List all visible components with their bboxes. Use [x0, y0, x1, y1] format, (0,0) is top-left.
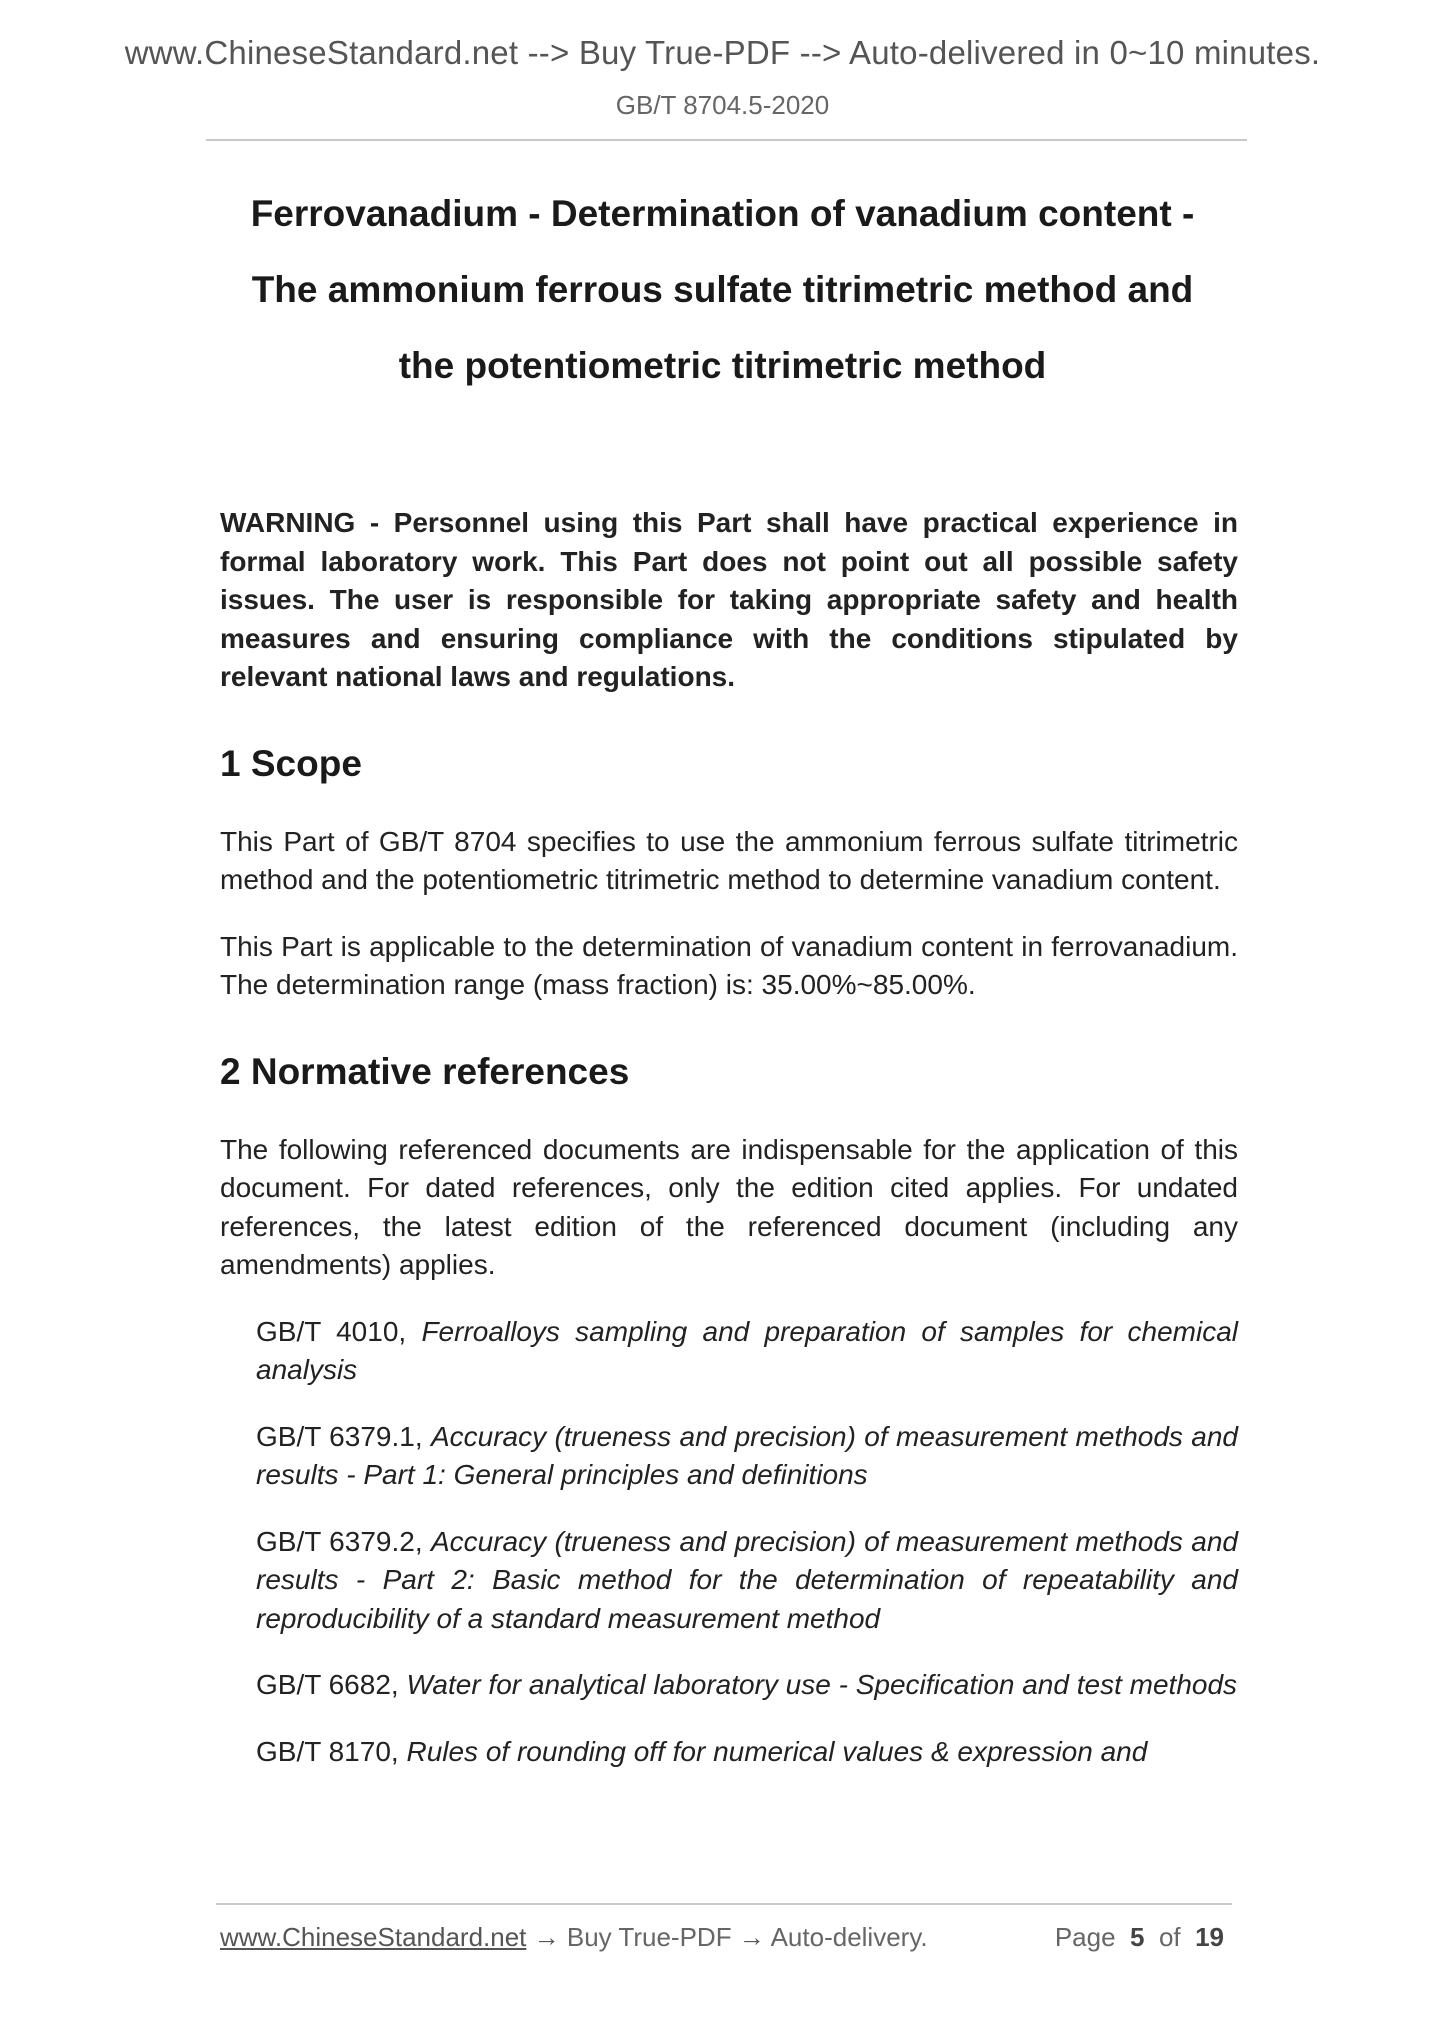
reference-title: Accuracy (trueness and precision) of measurement methods and results - Part 2: Basic method for the determination of repeatability and reproducibility of a standard measurement method [256, 1525, 1238, 1634]
reference-item [256, 1666, 1238, 1705]
footer-divider [216, 1903, 1232, 1905]
reference-code: GB/T 6379.2, [256, 1525, 431, 1557]
document-title [180, 176, 1265, 404]
footer-promo [220, 1922, 928, 1953]
standard-code: GB/T 8704.5-2020 [615, 90, 830, 120]
page-of: of [1158, 1922, 1181, 1952]
reference-code: GB/T 4010, [256, 1315, 422, 1347]
section-heading-scope: 1 Scope [220, 742, 362, 784]
document-body [220, 504, 1238, 1799]
scope-paragraph-1: This Part of GB/T 8704 specifies to use the ammonium ferrous sulfate titrimetric method and the potentiometric titrimetric method to determine vanadium content. [220, 825, 1238, 895]
reference-title: Accuracy (trueness and precision) of measurement methods and results - Part 1: General principles and definitions [256, 1420, 1238, 1490]
footer-delivery-text: Auto-delivery. [764, 1922, 928, 1952]
reference-code: GB/T 6682, [256, 1669, 407, 1700]
page-footer [220, 1922, 1232, 1962]
reference-title: Water for analytical laboratory use - Specification and test methods [406, 1669, 1238, 1700]
reference-item [256, 1418, 1238, 1495]
title-line-1: Ferrovanadium - Determination of vanadium content - [250, 193, 1195, 234]
normative-intro-paragraph: The following referenced documents are indispensable for the application of this document. For dated references, only the edition cited applies. For undated references, the latest edition of the referenced document (including any amendments) applies. [220, 1133, 1238, 1280]
footer-buy-text: Buy True-PDF [559, 1922, 739, 1952]
reference-code: GB/T 6379.1, [256, 1420, 431, 1452]
reference-title: Rules of rounding off for numerical values & expression and [406, 1735, 1148, 1767]
page-number [1055, 1922, 1224, 1953]
page-current: 5 [1130, 1922, 1145, 1952]
page-total: 19 [1195, 1922, 1224, 1952]
reference-item [256, 1313, 1238, 1390]
warning-paragraph: WARNING - Personnel using this Part shall have practical experience in formal laboratory work. This Part does not point out all possible safety issues. The user is responsible for taking appropriate safety and health measures and ensuring compliance with the conditions stipulated by relevant national laws and regulations. [220, 507, 1238, 692]
reference-code: GB/T 8170, [256, 1735, 407, 1767]
title-line-2: The ammonium ferrous sulfate titrimetric method and [251, 269, 1194, 310]
reference-item [256, 1733, 1238, 1772]
reference-item [256, 1523, 1238, 1639]
top-banner: www.ChineseStandard.net --> Buy True-PDF --> Auto-delivered in 0~10 minutes. [124, 34, 1321, 71]
page-label: Page [1054, 1922, 1116, 1952]
title-line-3: the potentiometric titrimetric method [398, 345, 1047, 386]
arrow-right-icon: → [533, 1922, 560, 1952]
reference-title: Ferroalloys sampling and preparation of samples for chemical analysis [256, 1315, 1238, 1385]
header-divider [206, 139, 1247, 141]
scope-paragraph-2: This Part is applicable to the determination of vanadium content in ferrovanadium. The determination range (mass fraction) is: 35.00%~85.00%. [220, 930, 1238, 1000]
arrow-right-icon: → [738, 1922, 765, 1952]
footer-site-link[interactable]: www.ChineseStandard.net [220, 1922, 527, 1952]
section-heading-normative-references: 2 Normative references [220, 1050, 630, 1092]
